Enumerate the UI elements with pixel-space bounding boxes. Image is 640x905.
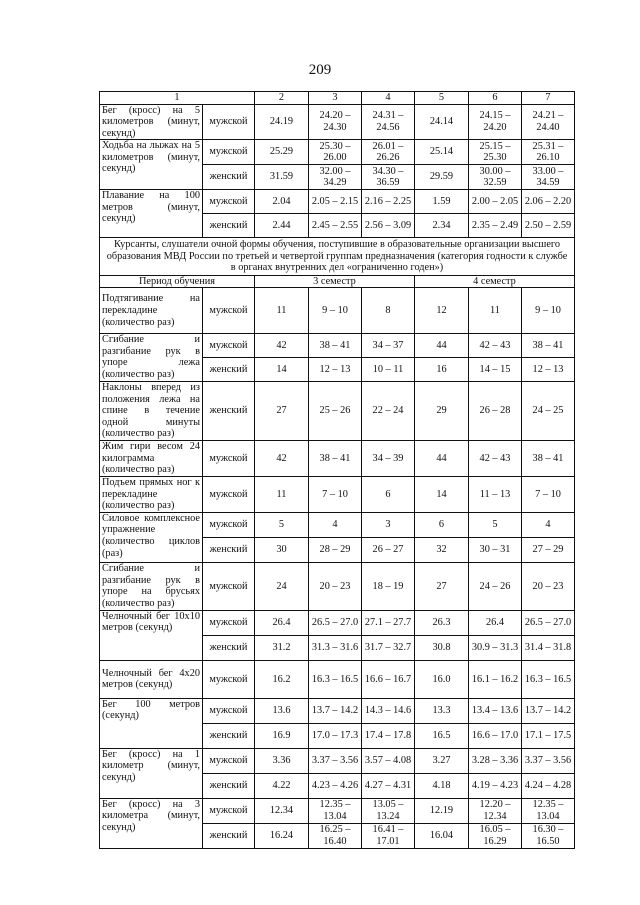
sex-cell: женский (203, 635, 255, 660)
value-cell: 4.22 (255, 773, 309, 798)
page-number: 209 (308, 62, 332, 78)
value-cell: 16.41 – 17.01 (362, 823, 415, 848)
column-number: 5 (415, 92, 469, 105)
category-note-row (100, 238, 575, 276)
value-cell: 2.45 – 2.55 (309, 214, 362, 238)
exercise-name: Жим гири весом 24 килограмма (количество раз) (100, 440, 203, 476)
value-cell: 20 – 23 (309, 562, 362, 610)
table-row (100, 476, 575, 512)
value-cell: 16.25 – 16.40 (309, 823, 362, 848)
value-cell: 30.8 (415, 635, 469, 660)
value-cell: 3 (362, 512, 415, 537)
sex-cell: мужской (203, 698, 255, 723)
sex-cell: мужской (203, 562, 255, 610)
value-cell: 13.7 – 14.2 (309, 698, 362, 723)
table-row (100, 610, 575, 635)
value-cell: 26.3 (415, 610, 469, 635)
value-cell: 25.31 – 26.10 (522, 140, 575, 165)
value-cell: 14 (255, 358, 309, 382)
sex-cell: женский (203, 358, 255, 382)
value-cell: 2.06 – 2.20 (522, 190, 575, 214)
value-cell: 11 (255, 476, 309, 512)
value-cell: 3.37 – 3.56 (522, 748, 575, 773)
table-row (100, 190, 575, 214)
value-cell: 6 (362, 476, 415, 512)
value-cell: 24 – 25 (522, 382, 575, 441)
value-cell: 13.05 – 13.24 (362, 798, 415, 823)
value-cell: 25.14 (415, 140, 469, 165)
value-cell: 17.4 – 17.8 (362, 723, 415, 748)
column-number: 7 (522, 92, 575, 105)
sex-cell: мужской (203, 610, 255, 635)
value-cell: 11 – 13 (469, 476, 522, 512)
value-cell: 24 (255, 562, 309, 610)
sex-cell: мужской (203, 140, 255, 165)
sex-cell: мужской (203, 190, 255, 214)
value-cell: 7 – 10 (522, 476, 575, 512)
value-cell: 24 – 26 (469, 562, 522, 610)
value-cell: 30.9 – 31.3 (469, 635, 522, 660)
value-cell: 25.15 – 25.30 (469, 140, 522, 165)
value-cell: 38 – 41 (309, 440, 362, 476)
value-cell: 2.56 – 3.09 (362, 214, 415, 238)
value-cell: 26 – 27 (362, 537, 415, 562)
value-cell: 13.3 (415, 698, 469, 723)
value-cell: 6 (415, 512, 469, 537)
value-cell: 38 – 41 (522, 440, 575, 476)
value-cell: 12 – 13 (522, 358, 575, 382)
value-cell: 24.20 – 24.30 (309, 104, 362, 140)
value-cell: 2.16 – 2.25 (362, 190, 415, 214)
value-cell: 27.1 – 27.7 (362, 610, 415, 635)
value-cell: 16.2 (255, 660, 309, 698)
exercise-name: Челночный бег 4х20 метров (секунд) (100, 660, 203, 698)
value-cell: 3.36 (255, 748, 309, 773)
value-cell: 44 (415, 334, 469, 358)
value-cell: 2.05 – 2.15 (309, 190, 362, 214)
value-cell: 24.19 (255, 104, 309, 140)
value-cell: 16.24 (255, 823, 309, 848)
value-cell: 13.6 (255, 698, 309, 723)
sex-cell: мужской (203, 104, 255, 140)
table-row (100, 798, 575, 823)
value-cell: 10 – 11 (362, 358, 415, 382)
column-number: 6 (469, 92, 522, 105)
value-cell: 16.9 (255, 723, 309, 748)
value-cell: 16.5 (415, 723, 469, 748)
value-cell: 16.1 – 16.2 (469, 660, 522, 698)
value-cell: 42 – 43 (469, 440, 522, 476)
value-cell: 16.6 – 16.7 (362, 660, 415, 698)
value-cell: 29 (415, 382, 469, 441)
exercise-name: Силовое комплексное упражнение (количество циклов (раз) (100, 512, 203, 562)
exercise-name: Плавание на 100 метров (минут, секунд) (100, 190, 203, 238)
category-note: Курсанты, слушатели очной формы обучения, поступившие в образовательные организации высшего образования МВД России по третьей и четвертой группам предназначения (категория годности к службе в органах внутренних дел «ограниченно годен») (100, 238, 575, 276)
value-cell: 9 – 10 (309, 288, 362, 334)
value-cell: 9 – 10 (522, 288, 575, 334)
exercise-name: Челночный бег 10х10 метров (секунд) (100, 610, 203, 660)
value-cell: 12 – 13 (309, 358, 362, 382)
value-cell: 2.00 – 2.05 (469, 190, 522, 214)
value-cell: 26.5 – 27.0 (522, 610, 575, 635)
sex-cell: мужской (203, 476, 255, 512)
value-cell: 3.28 – 3.36 (469, 748, 522, 773)
exercise-name: Бег 100 метров (секунд) (100, 698, 203, 748)
value-cell: 16.05 – 16.29 (469, 823, 522, 848)
value-cell: 31.7 – 32.7 (362, 635, 415, 660)
value-cell: 4.27 – 4.31 (362, 773, 415, 798)
period-label: Период обучения (100, 275, 255, 288)
semester-3-label: 3 семестр (255, 275, 415, 288)
value-cell: 17.1 – 17.5 (522, 723, 575, 748)
value-cell: 34 – 37 (362, 334, 415, 358)
value-cell: 17.0 – 17.3 (309, 723, 362, 748)
value-cell: 16 (415, 358, 469, 382)
value-cell: 5 (469, 512, 522, 537)
exercise-name: Сгибание и разгибание рук в упоре лежа (количество раз) (100, 334, 203, 382)
value-cell: 38 – 41 (522, 334, 575, 358)
value-cell: 27 (415, 562, 469, 610)
column-number: 1 (100, 92, 255, 105)
table-row (100, 140, 575, 165)
value-cell: 4 (522, 512, 575, 537)
sex-cell: мужской (203, 440, 255, 476)
exercise-name: Наклоны вперед из положения лежа на спине в течение одной минуты (количество раз) (100, 382, 203, 441)
value-cell: 13.4 – 13.6 (469, 698, 522, 723)
value-cell: 30 – 31 (469, 537, 522, 562)
value-cell: 12 (415, 288, 469, 334)
value-cell: 4 (309, 512, 362, 537)
value-cell: 12.19 (415, 798, 469, 823)
value-cell: 22 – 24 (362, 382, 415, 441)
table-row (100, 104, 575, 140)
value-cell: 31.2 (255, 635, 309, 660)
sex-cell: мужской (203, 334, 255, 358)
value-cell: 4.24 – 4.28 (522, 773, 575, 798)
value-cell: 4.19 – 4.23 (469, 773, 522, 798)
value-cell: 12.34 (255, 798, 309, 823)
value-cell: 11 (469, 288, 522, 334)
value-cell: 3.27 (415, 748, 469, 773)
value-cell: 11 (255, 288, 309, 334)
sex-cell: женский (203, 773, 255, 798)
value-cell: 38 – 41 (309, 334, 362, 358)
sex-cell: женский (203, 382, 255, 441)
value-cell: 8 (362, 288, 415, 334)
value-cell: 30 (255, 537, 309, 562)
column-number: 2 (255, 92, 309, 105)
value-cell: 25.29 (255, 140, 309, 165)
value-cell: 3.57 – 4.08 (362, 748, 415, 773)
column-number: 3 (309, 92, 362, 105)
value-cell: 34.30 – 36.59 (362, 165, 415, 190)
value-cell: 34 – 39 (362, 440, 415, 476)
exercise-name: Бег (кросс) на 1 километр (минут, секунд) (100, 748, 203, 798)
value-cell: 29.59 (415, 165, 469, 190)
value-cell: 20 – 23 (522, 562, 575, 610)
value-cell: 44 (415, 440, 469, 476)
value-cell: 31.4 – 31.8 (522, 635, 575, 660)
value-cell: 2.44 (255, 214, 309, 238)
value-cell: 27 (255, 382, 309, 441)
value-cell: 14.3 – 14.6 (362, 698, 415, 723)
sex-cell: мужской (203, 660, 255, 698)
value-cell: 16.30 – 16.50 (522, 823, 575, 848)
column-number: 4 (362, 92, 415, 105)
exercise-name: Подтягивание на перекладине (количество раз) (100, 288, 203, 334)
sex-cell: женский (203, 165, 255, 190)
value-cell: 16.6 – 17.0 (469, 723, 522, 748)
sex-cell: женский (203, 214, 255, 238)
value-cell: 13.7 – 14.2 (522, 698, 575, 723)
value-cell: 24.31 – 24.56 (362, 104, 415, 140)
value-cell: 42 – 43 (469, 334, 522, 358)
exercise-name: Бег (кросс) на 5 километров (минут, секунд) (100, 104, 203, 140)
value-cell: 26.5 – 27.0 (309, 610, 362, 635)
value-cell: 14 (415, 476, 469, 512)
sex-cell: женский (203, 537, 255, 562)
table-row (100, 288, 575, 334)
value-cell: 16.3 – 16.5 (309, 660, 362, 698)
table-row (100, 562, 575, 610)
value-cell: 12.20 – 12.34 (469, 798, 522, 823)
value-cell: 3.37 – 3.56 (309, 748, 362, 773)
value-cell: 28 – 29 (309, 537, 362, 562)
value-cell: 32.00 – 34.29 (309, 165, 362, 190)
value-cell: 7 – 10 (309, 476, 362, 512)
period-row (100, 275, 575, 288)
table-row (100, 660, 575, 698)
value-cell: 2.04 (255, 190, 309, 214)
value-cell: 24.14 (415, 104, 469, 140)
sex-cell: мужской (203, 748, 255, 773)
value-cell: 33.00 – 34.59 (522, 165, 575, 190)
value-cell: 31.3 – 31.6 (309, 635, 362, 660)
value-cell: 26 – 28 (469, 382, 522, 441)
exercise-name: Подъем прямых ног к перекладине (количество раз) (100, 476, 203, 512)
value-cell: 4.23 – 4.26 (309, 773, 362, 798)
value-cell: 26.01 – 26.26 (362, 140, 415, 165)
value-cell: 16.3 – 16.5 (522, 660, 575, 698)
value-cell: 12.35 – 13.04 (309, 798, 362, 823)
exercise-name: Бег (кросс) на 3 километра (минут, секунд) (100, 798, 203, 848)
table-row (100, 440, 575, 476)
table-row (100, 698, 575, 723)
value-cell: 25 – 26 (309, 382, 362, 441)
value-cell: 16.0 (415, 660, 469, 698)
value-cell: 24.15 – 24.20 (469, 104, 522, 140)
value-cell: 2.35 – 2.49 (469, 214, 522, 238)
value-cell: 18 – 19 (362, 562, 415, 610)
table-row (100, 512, 575, 537)
value-cell: 5 (255, 512, 309, 537)
value-cell: 26.4 (469, 610, 522, 635)
value-cell: 2.34 (415, 214, 469, 238)
table-row (100, 334, 575, 358)
sex-cell: мужской (203, 512, 255, 537)
value-cell: 1.59 (415, 190, 469, 214)
value-cell: 16.04 (415, 823, 469, 848)
value-cell: 24.21 – 24.40 (522, 104, 575, 140)
value-cell: 27 – 29 (522, 537, 575, 562)
value-cell: 4.18 (415, 773, 469, 798)
value-cell: 32 (415, 537, 469, 562)
table-row (100, 382, 575, 441)
column-number-row (100, 92, 575, 105)
table-body (100, 92, 575, 849)
sex-cell: женский (203, 723, 255, 748)
value-cell: 2.50 – 2.59 (522, 214, 575, 238)
value-cell: 31.59 (255, 165, 309, 190)
exercise-name: Ходьба на лыжах на 5 километров (минут, секунд) (100, 140, 203, 190)
value-cell: 14 – 15 (469, 358, 522, 382)
sex-cell: мужской (203, 798, 255, 823)
value-cell: 30.00 – 32.59 (469, 165, 522, 190)
sex-cell: женский (203, 823, 255, 848)
sex-cell: мужской (203, 288, 255, 334)
standards-table (99, 91, 575, 849)
value-cell: 12.35 – 13.04 (522, 798, 575, 823)
table-row (100, 748, 575, 773)
value-cell: 42 (255, 440, 309, 476)
semester-4-label: 4 семестр (415, 275, 575, 288)
value-cell: 42 (255, 334, 309, 358)
value-cell: 26.4 (255, 610, 309, 635)
value-cell: 25.30 – 26.00 (309, 140, 362, 165)
exercise-name: Сгибание и разгибание рук в упоре на брусьях (количество раз) (100, 562, 203, 610)
